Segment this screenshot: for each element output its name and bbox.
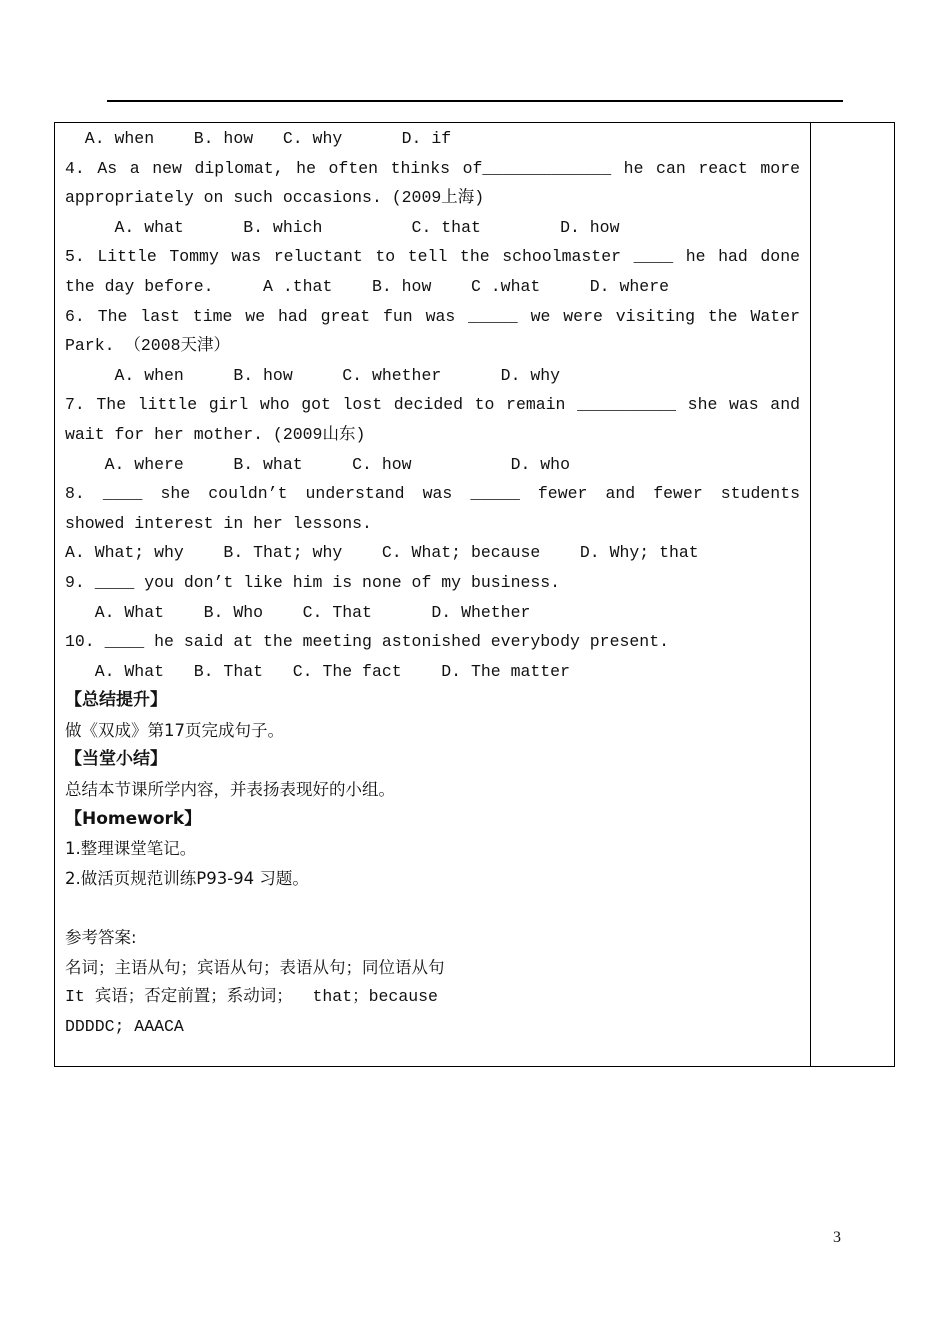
answers-line-2: It 宾语；否定前置；系动词； that；because xyxy=(65,987,438,1007)
summary-heading: 【总结提升】 xyxy=(65,690,167,711)
q7-options: A. where B. what C. how D. who xyxy=(65,454,570,474)
homework-heading: 【Homework】 xyxy=(65,808,202,829)
q8-options: A. What; why B. That; why C. What; because D. Why; that xyxy=(65,543,699,563)
q9-options: A. What B. Who C. That D. Whether xyxy=(65,602,531,622)
worksheet-table xyxy=(54,122,895,1067)
answers-line-3: DDDDC; AAACA xyxy=(65,1016,184,1036)
q5-stem: 5. Little Tommy was reluctant to tell the schoolmaster ____ he had done xyxy=(65,247,800,267)
q8-stem: 8. ____ she couldn’t understand was _____ fewer and fewer students xyxy=(65,484,800,504)
answers-line-1: 名词；主语从句；宾语从句；表语从句；同位语从句 xyxy=(65,957,445,977)
q3-options: A. when B. how C. why D. if xyxy=(65,129,452,148)
q10-options: A. What B. That C. The fact D. The matter xyxy=(65,661,570,681)
q10-stem: 10. ____ he said at the meeting astonished everybody present. xyxy=(65,632,669,652)
answers-title: 参考答案: xyxy=(65,928,137,948)
q6-stem-cont: Park. （2008天津） xyxy=(65,336,231,356)
homework-item-1: 1.整理课堂笔记。 xyxy=(65,839,197,859)
q6-stem: 6. The last time we had great fun was _____ we were visiting the Water xyxy=(65,306,800,326)
class-summary-heading: 【当堂小结】 xyxy=(65,749,167,770)
q5-stem-options: the day before. A .that B. how C .what D. where xyxy=(65,276,669,296)
blank-line xyxy=(65,893,800,923)
q4-stem: 4. As a new diplomat, he often thinks of_____________ he can react more xyxy=(65,158,800,178)
worksheet-content xyxy=(65,124,800,1041)
q4-stem-cont: appropriately on such occasions. (2009上海) xyxy=(65,188,485,208)
summary-text: 做《双成》第17页完成句子。 xyxy=(65,720,284,740)
page-number: 3 xyxy=(833,1229,841,1246)
homework-item-2: 2.做活页规范训练P93-94 习题。 xyxy=(65,868,309,888)
q7-stem-cont: wait for her mother. (2009山东) xyxy=(65,424,366,444)
q6-options: A. when B. how C. whether D. why xyxy=(65,365,561,385)
q9-stem: 9. ____ you don’t like him is none of my business. xyxy=(65,572,561,592)
q8-stem-cont: showed interest in her lessons. xyxy=(65,513,372,533)
column-divider xyxy=(810,123,811,1066)
q4-options: A. what B. which C. that D. how xyxy=(65,217,620,237)
q7-stem: 7. The little girl who got lost decided to remain __________ she was and xyxy=(65,395,800,415)
header-rule xyxy=(107,100,843,102)
class-summary-text: 总结本节课所学内容，并表扬表现好的小组。 xyxy=(65,780,395,800)
